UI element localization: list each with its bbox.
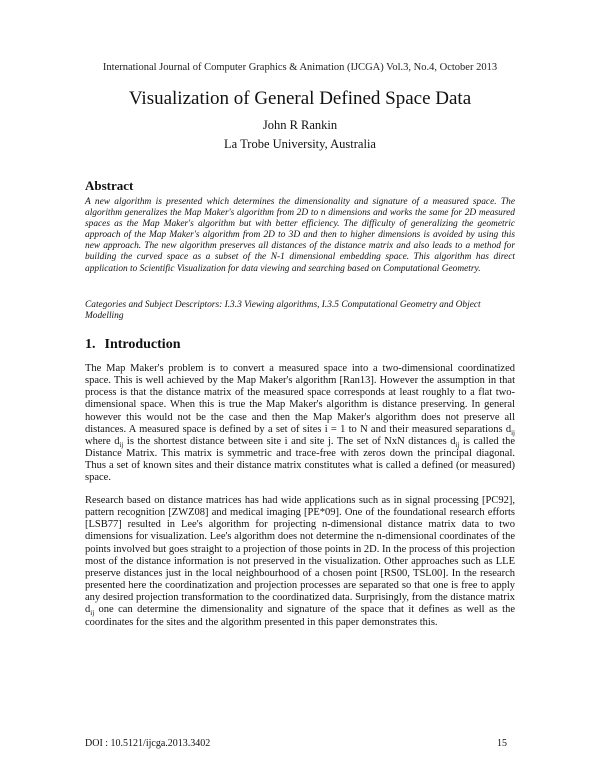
subject-categories: Categories and Subject Descriptors: I.3.3 Viewing algorithms, I.3.5 Computational Geometry and Object Modelling — [85, 300, 481, 322]
abstract-text: A new algorithm is presented which determines the dimensionality and signature of a measured space. The algorithm generalizes the Map Maker's algorithm from 2D to n dimensions and works the same for 2D measured spaces as the Map Maker's algorithm but with better efficiency. The difficulty of generalizing the geometric approach of the Map Maker's algorithm from 2D to 3D and then to higher dimensions is avoided by using this new approach. The new algorithm preserves all distances of the distance matrix and also leads to a method for building the curved space as a subset of the N-1 dimensional embedding space. This algorithm has direct application to Scientific Visualization for data viewing and searching based on Computational Geometry. — [85, 197, 515, 274]
paragraph-text: where d — [85, 435, 120, 447]
author-affiliation: La Trobe University, Australia — [224, 137, 376, 151]
paragraph-text: is called the Distance Matrix. This matrix is symmetric and trace-free with zeros down the principal diagonal. Thus a set of known sites and their distance matrix constitutes what is called a defined (or measured) space. — [85, 435, 515, 484]
paragraph-text: one can determine the dimensionality and signature of the space that it defines as well as the coordinates for the sites and the algorithm presented in this paper demonstrates this. — [85, 604, 515, 628]
subscript: ij — [119, 441, 124, 450]
section-number: 1. — [85, 337, 96, 352]
section-heading-introduction — [85, 337, 180, 353]
paragraph-text: is the shortest distance between site i and site j. The set of NxN distances d — [123, 435, 456, 447]
subscript: ij — [90, 609, 95, 618]
subscript: ij — [455, 441, 460, 450]
author-name: John R Rankin — [262, 118, 338, 132]
paragraph-text: The Map Maker's problem is to convert a measured space into a two-dimensional coordinatized space. This is well achieved by the Map Maker's algorithm [Ran13]. However the assumption in that process is that the distance matrix of the measured space corresponds at least roughly to a flat two-dimensional space. When this is true the Map Maker's algorithm is distance preserving. In general however this would not be the case and then the Map Maker's algorithm does not preserve all distances. A measured space is defined by a set of sites i = 1 to N and their measured separations d — [85, 363, 515, 435]
page-number: 15 — [497, 738, 507, 749]
footer-doi: DOI : 10.5121/ijcga.2013.3402 — [85, 738, 211, 749]
paper-title: Visualization of General Defined Space Data — [128, 88, 472, 109]
paragraph-text: Research based on distance matrices has had wide applications such as in signal processing [PC92], pattern recognition [ZWZ08] and medical imaging [PE*09]. One of the foundational research efforts [LSB77] resulted in Lee's algorithm for projecting n-dimensional distance matrix data to two dimensions for visualization. Lee's algorithm does not determine the n-dimensional coordinates of the points involved but goes straight to a projection of those points in 2D. In the process of this projection most of the distance information is not preserved in the visualization. Other approaches such as LLE preserve distances just in the local neighbourhood of a chosen point [RS00, TSL00]. In the research presented here the coordinatization and projection processes are separated so that one is free to apply any desired projection transformation to the coordinatized data. Surprisingly, from the distance matrix d — [85, 495, 515, 616]
intro-paragraph-1 — [85, 363, 515, 485]
section-title: Introduction — [104, 337, 181, 352]
journal-header: International Journal of Computer Graphics & Animation (IJCGA) Vol.3, No.4, October 2013 — [102, 62, 498, 73]
intro-paragraph-2 — [85, 495, 515, 629]
abstract-heading: Abstract — [85, 178, 134, 193]
subscript: ij — [511, 428, 515, 437]
